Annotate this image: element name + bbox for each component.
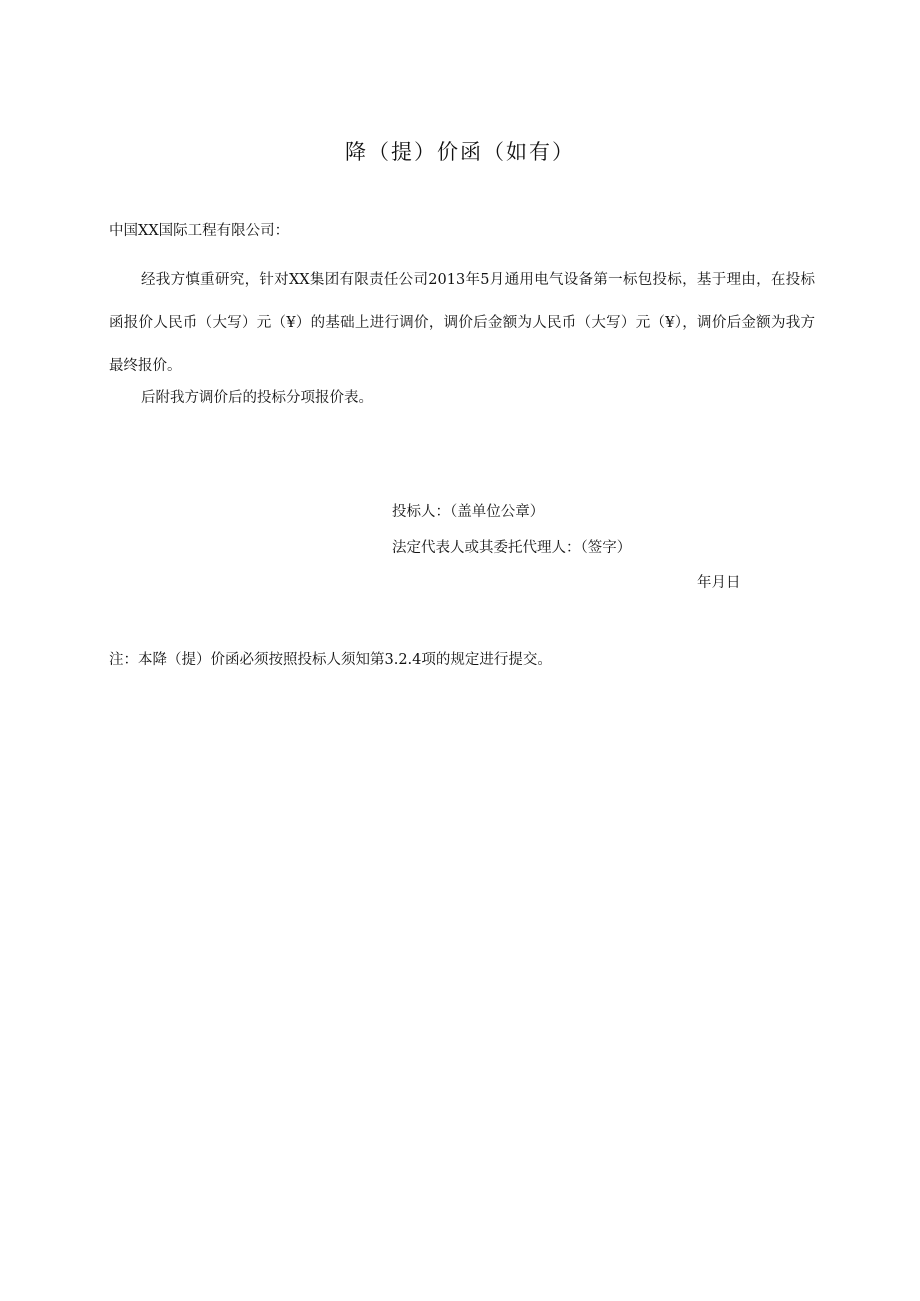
document-title: 降（提）价函（如有） bbox=[345, 140, 575, 164]
salutation: 中国XX国际工程有限公司： bbox=[109, 223, 290, 239]
signature-bidder: 投标人：（盖单位公章） bbox=[392, 504, 545, 520]
signature-date: 年月日 bbox=[697, 575, 741, 591]
attachment-paragraph: 后附我方调价后的投标分项报价表。 bbox=[141, 390, 373, 406]
footnote: 注：本降（提）价函必须按照投标人须知第3.2.4项的规定进行提交。 bbox=[109, 652, 552, 668]
signature-representative: 法定代表人或其委托代理人：（签字） bbox=[392, 540, 632, 556]
body-paragraph: 经我方慎重研究，针对XX集团有限责任公司2013年5月通用电气设备第一标包投标，基于理由，在投标函报价人民币（大写）元（¥）的基础上进行调价，调价后金额为人民币（大写）元（¥），调价后金额为我方最终报价。 bbox=[109, 272, 815, 374]
